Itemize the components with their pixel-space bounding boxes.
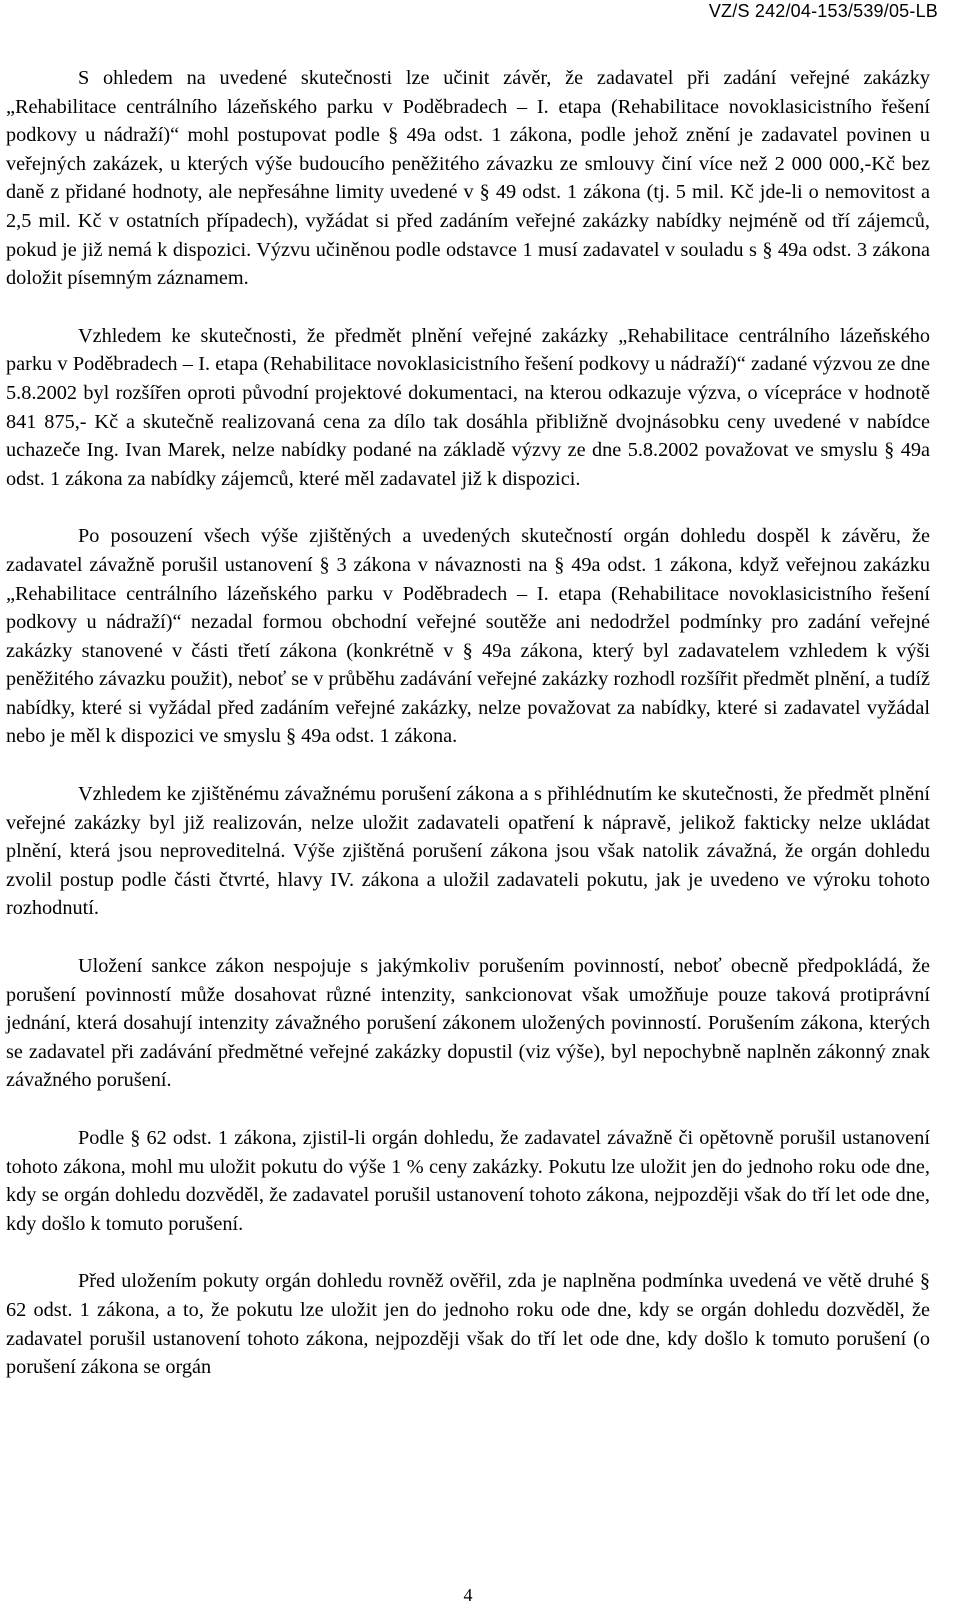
paragraph-2: Vzhledem ke skutečnosti, že předmět plnění veřejné zakázky „Rehabilitace centrálního lázeňského parku v Poděbradech – I. etapa (Rehabilitace novoklasicistního řešení podkovy u nádraží)“ zadané výzvou ze dne 5.8.2002 byl rozšířen oproti původní projektové dokumentaci, na kterou odkazuje výzva, o vícepráce v hodnotě 841 875,- Kč a skutečně realizovaná cena za dílo tak dosáhla přibližně dvojnásobku ceny uvedené v nabídce uchazeče Ing. Ivan Marek, nelze nabídky podané na základě výzvy ze dne 5.8.2002 považovat ve smyslu § 49a odst. 1 zákona za nabídky zájemců, které měl zadavatel již k dispozici.	[6, 324, 930, 490]
paragraph-4: Vzhledem ke zjištěnému závažnému porušení zákona a s přihlédnutím ke skutečnosti, že předmět plnění veřejné zakázky byl již realizován, nelze uložit zadavateli opatření k nápravě, jelikož fakticky nelze ukládat plnění, která jsou neproveditelná. Výše zjištěná porušení zákona jsou však natolik závažná, že orgán dohledu zvolil postup podle části čtvrté, hlavy IV. zákona a uložil zadavateli pokutu, jak je uvedeno ve výroku tohoto rozhodnutí.	[6, 783, 930, 920]
paragraph-7: Před uložením pokuty orgán dohledu rovněž ověřil, zda je naplněna podmínka uvedená ve větě druhé § 62 odst. 1 zákona, a to, že pokutu lze uložit jen do jednoho roku ode dne, kdy se orgán dohledu dozvěděl, že zadavatel porušil ustanovení tohoto zákona, nejpozději však do tří let ode dne, kdy došlo k tomuto porušení (o porušení zákona se orgán	[6, 1270, 930, 1379]
paragraph-1: S ohledem na uvedené skutečnosti lze učinit závěr, že zadavatel při zadání veřejné zakázky „Rehabilitace centrálního lázeňského parku v Poděbradech – I. etapa (Rehabilitace novoklasicistního řešení podkovy u nádraží)“ mohl postupovat podle § 49a odst. 1 zákona, podle jehož znění je zadavatel povinen u veřejných zakázek, u kterých výše budoucího peněžitého závazku ze smlouvy činí více než 2 000 000,-Kč bez daně z přidané hodnoty, ale nepřesáhne limity uvedené v § 49 odst. 1 zákona (tj. 5 mil. Kč jde-li o nemovitost a 2,5 mil. Kč v ostatních případech), vyžádat si před zadáním veřejné zakázky nabídky nejméně od tří zájemců, pokud je již nemá k dispozici. Výzvu učiněnou podle odstavce 1 musí zadavatel v souladu s § 49a odst. 3 zákona doložit písemným záznamem.	[6, 67, 930, 290]
page-number: 4	[463, 1585, 473, 1605]
document-body	[6, 64, 930, 1382]
paragraph-5: Uložení sankce zákon nespojuje s jakýmkoliv porušením povinností, neboť obecně předpokládá, že porušení povinností může dosahovat různé intenzity, sankcionovat však umožňuje pouze taková protiprávní jednání, která dosahují intenzity závažného porušení zákonem uložených povinností. Porušením zákona, kterých se zadavatel při zadávání předmětné veřejné zakázky dopustil (viz výše), byl nepochybně naplněn zákonný znak závažného porušení.	[6, 955, 930, 1092]
paragraph-3: Po posouzení všech výše zjištěných a uvedených skutečností orgán dohledu dospěl k závěru, že zadavatel závažně porušil ustanovení § 3 zákona v návaznosti na § 49a odst. 1 zákona, když veřejnou zakázku „Rehabilitace centrálního lázeňského parku v Poděbradech – I. etapa (Rehabilitace novoklasicistního řešení podkovy u nádraží)“ nezadal formou obchodní veřejné soutěže ani nedodržel podmínky pro zadání veřejné zakázky stanovené v části třetí zákona (konkrétně v § 49a zákona, který byl zadavatelem vzhledem k výši peněžitého závazku použit), neboť se v průběhu zadávání veřejné zakázky rozhodl rozšířit předmět plnění, a tudíž nabídky, které si vyžádal před zadáním veřejné zakázky, nelze považovat za nabídky, které si zadavatel vyžádal nebo je měl k dispozici ve smyslu § 49a odst. 1 zákona.	[6, 525, 930, 748]
paragraph-6: Podle § 62 odst. 1 zákona, zjistil-li orgán dohledu, že zadavatel závažně či opětovně porušil ustanovení tohoto zákona, mohl mu uložit pokutu do výše 1 % ceny zakázky. Pokutu lze uložit jen do jednoho roku ode dne, kdy se orgán dohledu dozvěděl, že zadavatel porušil ustanovení tohoto zákona, nejpozději však do tří let ode dne, kdy došlo k tomuto porušení.	[6, 1127, 930, 1235]
document-reference-number: VZ/S 242/04-153/539/05-LB	[708, 1, 938, 21]
